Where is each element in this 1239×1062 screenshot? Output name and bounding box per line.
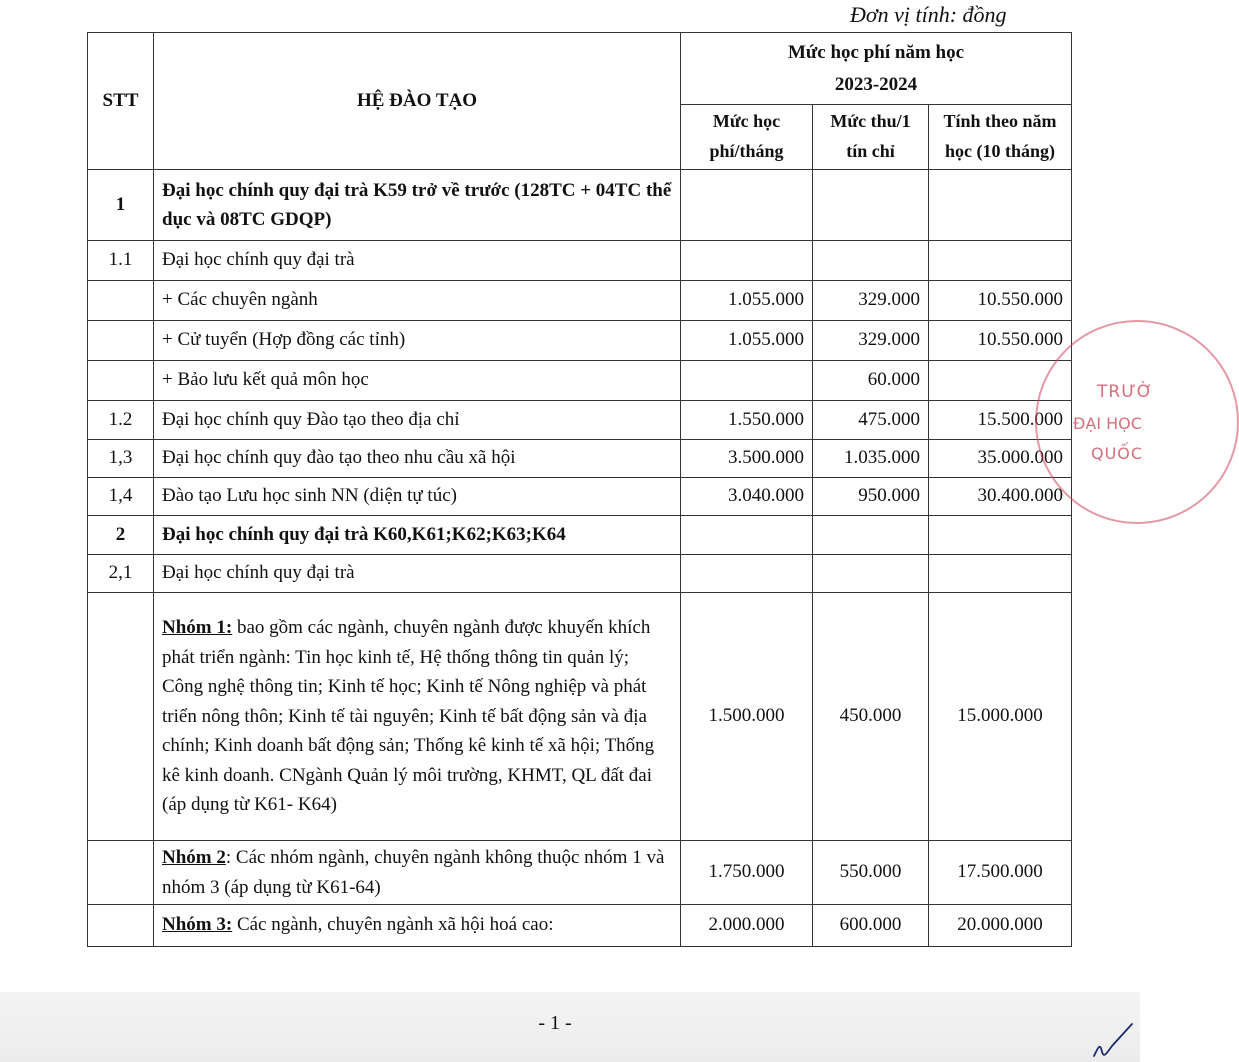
table-row [88, 281, 1072, 321]
row-yearly-fee: 15.000.000 [929, 593, 1072, 841]
program-header: HỆ ĐÀO TẠO [154, 33, 681, 170]
group-label: Nhóm 1: [162, 617, 233, 639]
row-program [154, 841, 681, 905]
credit-fee-header [813, 105, 929, 170]
row-yearly-fee: 35.000.000 [929, 440, 1072, 478]
row-monthly-fee [681, 170, 813, 241]
row-stt: 1,4 [88, 478, 154, 516]
row-stt: 2,1 [88, 555, 154, 593]
table-row [88, 241, 1072, 281]
group-label: Nhóm 2 [162, 847, 226, 869]
row-monthly-fee: 3.500.000 [681, 440, 813, 478]
tuition-fee-table [87, 32, 1072, 947]
monthly-fee-header-l1: Mức học [712, 111, 781, 132]
row-program: + Các chuyên ngành [154, 281, 681, 321]
group-description: bao gồm các ngành, chuyên ngành được khuyến khích phát triển ngành: Tin học kinh tế, Hệ thống thông tin quản lý; Công nghệ thông tin; Kinh tế học; Kinh tế Nông nghiệp và phát triển nông thôn; Kinh tế tài nguyên; Kinh tế bất động sản và địa chính; Kinh doanh bất động sản; Thống kê kinh tế xã hội; Thống kê kinh doanh. CNgành Quản lý môi trường, KHMT, QL đất đai (áp dụng từ K61- K64) [162, 617, 655, 816]
row-monthly-fee: 1.500.000 [681, 593, 813, 841]
row-yearly-fee [929, 555, 1072, 593]
group-description: : Các nhóm ngành, chuyên ngành không thuộc nhóm 1 và nhóm 3 (áp dụng từ K61-64) [162, 847, 665, 898]
row-credit-fee: 329.000 [813, 321, 929, 361]
yearly-fee-header-l2: học (10 tháng) [944, 141, 1055, 161]
table-row [88, 516, 1072, 555]
row-program: Đại học chính quy đại trà [154, 241, 681, 281]
fee-year-header [681, 33, 1072, 105]
row-monthly-fee [681, 516, 813, 555]
header-row [88, 33, 1072, 105]
stamp-text-line2: ĐẠI HỌC [1073, 414, 1142, 433]
row-monthly-fee: 1.055.000 [681, 321, 813, 361]
row-credit-fee [813, 170, 929, 241]
row-yearly-fee: 17.500.000 [929, 841, 1072, 905]
row-monthly-fee: 2.000.000 [681, 905, 813, 947]
stamp-text-line1: TRƯỜ [1097, 382, 1154, 402]
row-stt: 2 [88, 516, 154, 555]
row-monthly-fee: 3.040.000 [681, 478, 813, 516]
signature-mark [1088, 1018, 1138, 1060]
monthly-fee-header [681, 105, 813, 170]
table-row [88, 361, 1072, 401]
row-credit-fee: 329.000 [813, 281, 929, 321]
credit-fee-header-l2: tín chỉ [846, 141, 895, 161]
row-yearly-fee: 30.400.000 [929, 478, 1072, 516]
row-program: Đại học chính quy Đào tạo theo địa chỉ [154, 401, 681, 440]
table-row [88, 905, 1072, 947]
monthly-fee-header-l2: phí/tháng [709, 141, 784, 161]
credit-fee-header-l1: Mức thu/1 [830, 111, 911, 132]
row-yearly-fee [929, 241, 1072, 281]
fee-title-line1: Mức học phí năm học [787, 42, 965, 64]
table-row [88, 321, 1072, 361]
row-program [154, 593, 681, 841]
row-stt [88, 841, 154, 905]
row-credit-fee: 450.000 [813, 593, 929, 841]
row-monthly-fee: 1.055.000 [681, 281, 813, 321]
row-monthly-fee [681, 241, 813, 281]
row-credit-fee [813, 516, 929, 555]
row-yearly-fee: 20.000.000 [929, 905, 1072, 947]
row-yearly-fee: 10.550.000 [929, 321, 1072, 361]
table-row [88, 593, 1072, 841]
row-stt: 1.2 [88, 401, 154, 440]
row-monthly-fee [681, 555, 813, 593]
row-monthly-fee: 1.750.000 [681, 841, 813, 905]
row-monthly-fee [681, 361, 813, 401]
row-credit-fee: 550.000 [813, 841, 929, 905]
row-monthly-fee: 1.550.000 [681, 401, 813, 440]
row-credit-fee: 950.000 [813, 478, 929, 516]
row-stt: 1.1 [88, 241, 154, 281]
row-program: Đào tạo Lưu học sinh NN (diện tự túc) [154, 478, 681, 516]
row-program: Đại học chính quy đào tạo theo nhu cầu xã hội [154, 440, 681, 478]
table-row [88, 555, 1072, 593]
row-stt: 1,3 [88, 440, 154, 478]
row-credit-fee: 600.000 [813, 905, 929, 947]
row-stt: 1 [88, 170, 154, 241]
row-program: + Cử tuyển (Hợp đồng các tỉnh) [154, 321, 681, 361]
row-credit-fee: 1.035.000 [813, 440, 929, 478]
stt-header: STT [88, 33, 154, 170]
group-label: Nhóm 3: [162, 914, 233, 936]
page-number: - 1 - [538, 1012, 572, 1034]
table-row [88, 170, 1072, 241]
unit-note: Đơn vị tính: đồng [850, 2, 1007, 27]
yearly-fee-header-l1: Tính theo năm [943, 111, 1057, 132]
row-program: Đại học chính quy đại trà K60,K61;K62;K63;K64 [154, 516, 681, 555]
group-description: Các ngành, chuyên ngành xã hội hoá cao: [232, 914, 554, 936]
red-seal-stamp [1035, 320, 1239, 524]
table-row [88, 478, 1072, 516]
row-credit-fee: 475.000 [813, 401, 929, 440]
row-stt [88, 593, 154, 841]
row-stt [88, 905, 154, 947]
row-program: Đại học chính quy đại trà [154, 555, 681, 593]
row-stt [88, 361, 154, 401]
row-program [154, 905, 681, 947]
row-credit-fee: 60.000 [813, 361, 929, 401]
row-credit-fee [813, 241, 929, 281]
row-program: Đại học chính quy đại trà K59 trở về trước (128TC + 04TC thể dục và 08TC GDQP) [154, 170, 681, 241]
table-row [88, 841, 1072, 905]
row-yearly-fee: 15.500.000 [929, 401, 1072, 440]
row-yearly-fee: 10.550.000 [929, 281, 1072, 321]
yearly-fee-header [929, 105, 1072, 170]
stamp-text-line3: QUỐC [1091, 444, 1144, 463]
row-yearly-fee [929, 170, 1072, 241]
row-stt [88, 281, 154, 321]
row-yearly-fee [929, 516, 1072, 555]
row-stt [88, 321, 154, 361]
fee-title-line2: 2023-2024 [834, 73, 918, 95]
table-row [88, 401, 1072, 440]
table-row [88, 440, 1072, 478]
row-credit-fee [813, 555, 929, 593]
row-program: + Bảo lưu kết quả môn học [154, 361, 681, 401]
